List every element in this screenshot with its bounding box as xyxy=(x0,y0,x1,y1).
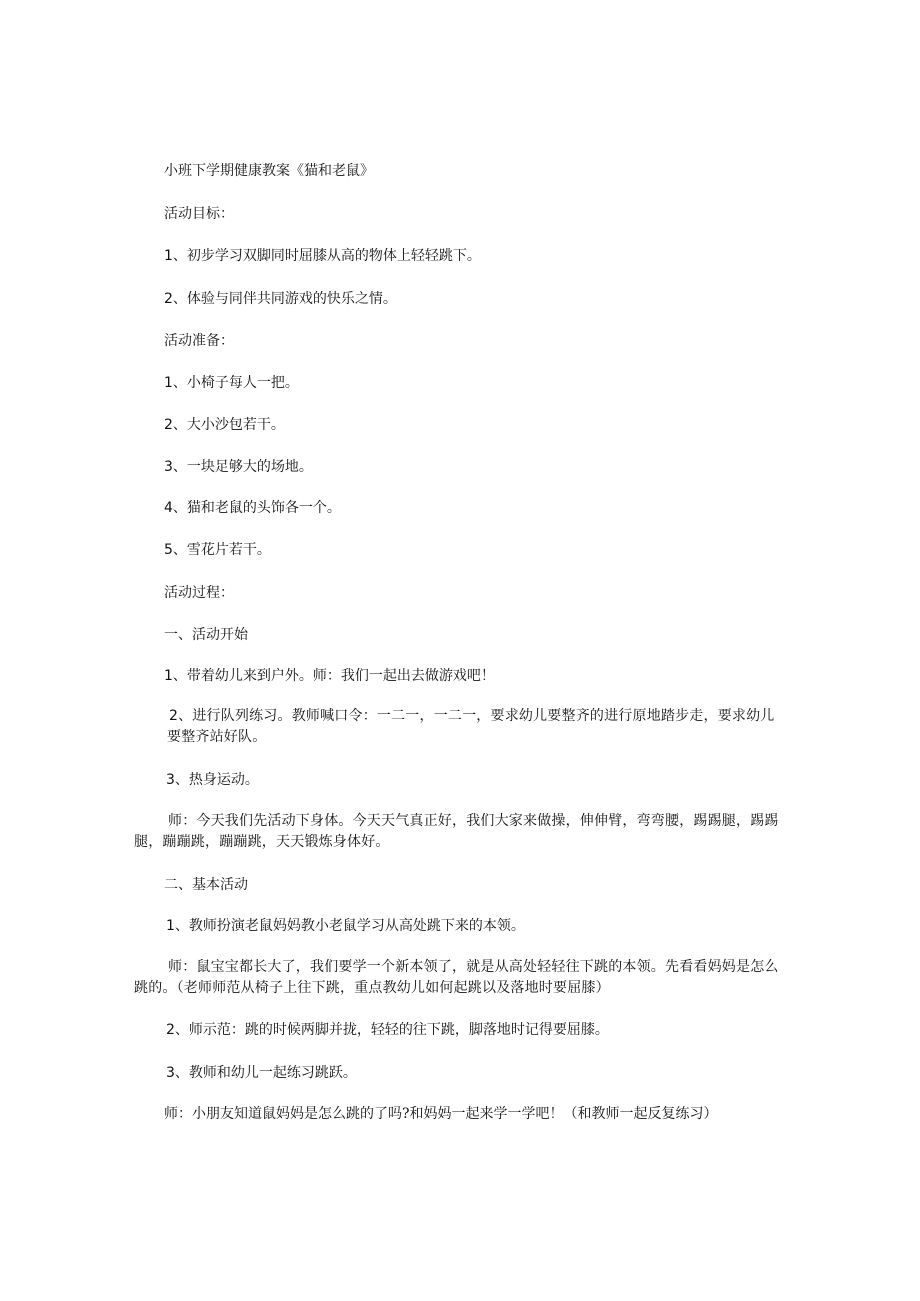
process-heading: 活动过程： xyxy=(164,585,234,601)
prep-text: 、小椅子每人一把。 xyxy=(172,375,299,391)
goal-item xyxy=(164,289,790,310)
step-item xyxy=(166,770,792,791)
step-text: 、热身运动。 xyxy=(174,772,259,788)
goals-heading: 活动目标： xyxy=(164,206,234,222)
teacher-speech: 师：小朋友知道鼠妈妈是怎么跳的了吗?和妈妈一起来学一学吧！（和教师一起反复练习） xyxy=(164,1106,718,1122)
document-title: 小班下学期健康教案《猫和老鼠》 xyxy=(164,163,374,179)
prep-number: 1 xyxy=(164,375,173,391)
teacher-speech: 师：鼠宝宝都长大了，我们要学一个新本领了，就是从高处轻轻往下跳的本领。先看看妈妈是怎么跳的。（老师师范从椅子上往下跳，重点教幼儿如何起跳以及落地时要屈膝） xyxy=(134,959,779,996)
step-item xyxy=(166,1020,792,1041)
prep-item xyxy=(164,373,790,394)
goal-number: 2 xyxy=(164,291,173,307)
step-number: 1 xyxy=(166,918,175,934)
step-text: 、进行队列练习。教师喊口令：一二一，一二一，要求幼儿要整齐的进行原地踏步走，要求幼儿要整齐站好队。 xyxy=(167,708,775,745)
step-number: 2 xyxy=(166,1022,175,1038)
prep-item xyxy=(164,540,790,561)
step-text: 、师示范：跳的时候两脚并拢，轻轻的往下跳，脚落地时记得要屈膝。 xyxy=(174,1022,609,1038)
prep-item xyxy=(164,498,790,519)
goal-text: 、体验与同伴共同游戏的快乐之情。 xyxy=(172,291,397,307)
prep-item xyxy=(164,415,790,436)
goal-item xyxy=(164,246,790,267)
step-text: 、教师和幼儿一起练习跳跃。 xyxy=(174,1065,357,1081)
prep-text: 、雪花片若干。 xyxy=(172,542,271,558)
step-item xyxy=(166,1063,792,1084)
prep-number: 3 xyxy=(164,459,173,475)
goal-text: 、初步学习双脚同时屈膝从高的物体上轻轻跳下。 xyxy=(172,248,481,264)
step-number: 3 xyxy=(166,772,175,788)
step-number: 3 xyxy=(166,1065,175,1081)
step-number: 1 xyxy=(164,668,173,684)
prep-text: 、一块足够大的场地。 xyxy=(172,459,313,475)
step-text: 、带着幼儿来到户外。师：我们一起出去做游戏吧！ xyxy=(172,668,495,684)
section-heading: 二、基本活动 xyxy=(164,877,248,893)
prep-text: 、猫和老鼠的头饰各一个。 xyxy=(172,500,341,516)
prep-number: 4 xyxy=(164,500,173,516)
prep-heading: 活动准备： xyxy=(164,333,234,349)
prep-text: 、大小沙包若干。 xyxy=(172,417,285,433)
prep-number: 5 xyxy=(164,542,173,558)
step-text: 、教师扮演老鼠妈妈教小老鼠学习从高处跳下来的本领。 xyxy=(174,918,525,934)
prep-item xyxy=(164,457,790,478)
step-item xyxy=(167,706,787,748)
step-number: 2 xyxy=(169,708,179,724)
section-heading: 一、活动开始 xyxy=(164,627,248,643)
prep-number: 2 xyxy=(164,417,173,433)
step-item xyxy=(164,666,790,687)
step-item xyxy=(166,916,792,937)
goal-number: 1 xyxy=(164,248,173,264)
teacher-speech: 师：今天我们先活动下身体。今天天气真正好，我们大家来做操，伸伸臂，弯弯腰，踢踢腿，踢踢腿，蹦蹦跳，蹦蹦跳，天天锻炼身体好。 xyxy=(134,813,779,850)
